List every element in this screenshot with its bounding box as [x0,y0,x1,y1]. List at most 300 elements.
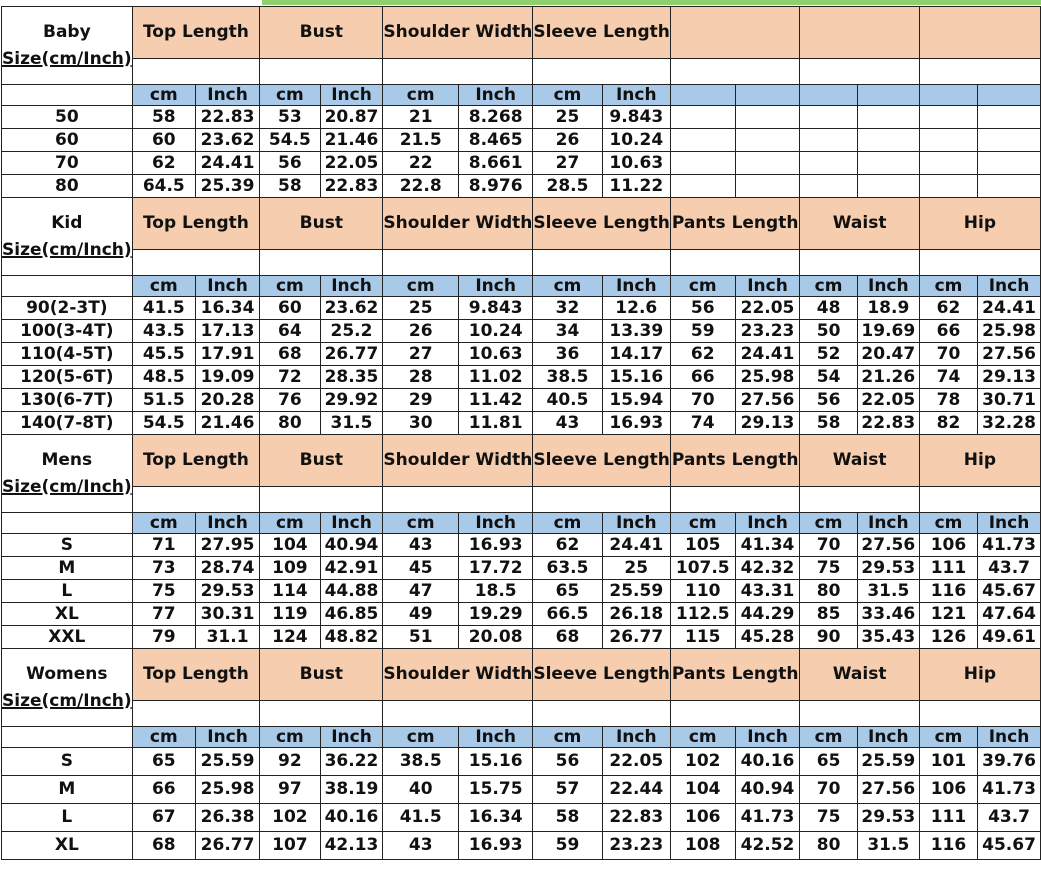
column-header: Pants Length [670,198,799,250]
unit-empty [978,85,1041,106]
cell-cm: 36 [533,343,602,366]
cell-inch: 43.31 [735,580,800,603]
spacer-cell [533,701,671,727]
unit-cm: cm [132,727,195,748]
cell-inch: 11.02 [458,366,532,389]
cell-cm: 66 [132,776,195,804]
unit-inch: Inch [978,727,1041,748]
cell-empty [735,106,800,129]
cell-inch: 29.13 [735,412,800,435]
cell-inch: 41.73 [978,534,1041,557]
cell-inch: 24.41 [735,343,800,366]
cell-inch: 25.59 [857,748,919,776]
cell-cm: 32 [533,297,602,320]
column-header: Sleeve Length [533,7,671,59]
cell-inch: 27.56 [978,343,1041,366]
cell-inch: 10.24 [458,320,532,343]
cell-inch: 22.05 [857,389,919,412]
cell-cm: 29 [383,389,459,412]
spacer-cell [919,701,1040,727]
table-row [2,832,1041,860]
cell-inch: 40.94 [735,776,800,804]
unit-inch: Inch [857,727,919,748]
cell-inch: 29.53 [857,804,919,832]
cell-cm: 106 [919,534,977,557]
table-row [2,389,1041,412]
cell-inch: 24.41 [195,152,259,175]
cell-inch: 44.29 [735,603,800,626]
section-header-row [2,7,1041,59]
cell-inch: 41.34 [735,534,800,557]
cell-cm: 71 [132,534,195,557]
cell-inch: 36.22 [320,748,383,776]
spacer-cell [260,250,383,276]
cell-cm: 97 [260,776,320,804]
cell-cm: 74 [919,366,977,389]
size-label: 50 [2,106,133,129]
cell-inch: 17.13 [195,320,259,343]
cell-cm: 59 [670,320,735,343]
unit-inch: Inch [735,727,800,748]
cell-inch: 26.77 [602,626,670,649]
cell-inch: 16.93 [458,832,532,860]
cell-empty [800,152,857,175]
cell-cm: 74 [670,412,735,435]
cell-inch: 27.56 [735,389,800,412]
unit-cm: cm [132,513,195,534]
cell-inch: 24.41 [602,534,670,557]
spacer-cell [383,701,533,727]
cell-inch: 8.661 [458,152,532,175]
spacer-row [2,250,1041,276]
unit-cm: cm [670,727,735,748]
column-header: Hip [919,649,1040,701]
unit-row [2,513,1041,534]
column-header [670,7,799,59]
cell-inch: 9.843 [458,297,532,320]
cell-cm: 56 [260,152,320,175]
column-header: Hip [919,198,1040,250]
unit-inch: Inch [195,276,259,297]
spacer-cell [919,250,1040,276]
cell-cm: 70 [919,343,977,366]
cell-cm: 77 [132,603,195,626]
cell-cm: 62 [132,152,195,175]
cell-empty [800,129,857,152]
cell-inch: 23.23 [602,832,670,860]
cell-empty [735,152,800,175]
column-header: Sleeve Length [533,435,671,487]
spacer-cell [670,59,799,85]
cell-inch: 30.31 [195,603,259,626]
cell-inch: 22.83 [602,804,670,832]
unit-cm: cm [670,276,735,297]
cell-inch: 18.9 [857,297,919,320]
unit-row [2,276,1041,297]
cell-empty [919,106,977,129]
unit-empty [670,85,735,106]
cell-cm: 80 [260,412,320,435]
cell-inch: 11.81 [458,412,532,435]
cell-cm: 102 [260,804,320,832]
cell-inch: 25.2 [320,320,383,343]
cell-inch: 43.7 [978,804,1041,832]
cell-cm: 47 [383,580,459,603]
spacer-cell [383,59,533,85]
cell-cm: 65 [533,580,602,603]
cell-inch: 48.82 [320,626,383,649]
size-label: XL [2,603,133,626]
cell-inch: 10.24 [602,129,670,152]
size-label: M [2,776,133,804]
cell-cm: 66 [670,366,735,389]
unit-inch: Inch [320,276,383,297]
unit-empty [857,85,919,106]
unit-inch: Inch [602,276,670,297]
cell-inch: 21.26 [857,366,919,389]
cell-cm: 60 [260,297,320,320]
column-header: Pants Length [670,649,799,701]
cell-cm: 21.5 [383,129,459,152]
cell-empty [857,152,919,175]
cell-inch: 29.53 [195,580,259,603]
cell-inch: 25.98 [735,366,800,389]
cell-inch: 23.62 [320,297,383,320]
cell-cm: 56 [533,748,602,776]
cell-cm: 25 [533,106,602,129]
cell-cm: 75 [800,804,857,832]
column-header: Shoulder Width [383,435,533,487]
cell-inch: 18.5 [458,580,532,603]
column-header: Top Length [132,649,260,701]
cell-inch: 26.18 [602,603,670,626]
cell-cm: 45 [383,557,459,580]
table-row [2,626,1041,649]
cell-cm: 82 [919,412,977,435]
cell-inch: 43.7 [978,557,1041,580]
cell-empty [800,106,857,129]
cell-inch: 21.46 [320,129,383,152]
cell-cm: 70 [800,776,857,804]
cell-inch: 31.5 [320,412,383,435]
cell-cm: 58 [800,412,857,435]
section-unit-label: Size(cm/Inch) [2,239,132,260]
cell-inch: 20.28 [195,389,259,412]
unit-cm: cm [383,727,459,748]
spacer-cell [533,487,671,513]
column-header [800,7,919,59]
cell-cm: 30 [383,412,459,435]
cell-inch: 35.43 [857,626,919,649]
cell-inch: 24.41 [978,297,1041,320]
cell-cm: 48.5 [132,366,195,389]
cell-cm: 104 [670,776,735,804]
cell-cm: 58 [533,804,602,832]
spacer-cell [670,250,799,276]
unit-inch: Inch [602,85,670,106]
cell-cm: 111 [919,804,977,832]
cell-cm: 68 [132,832,195,860]
cell-inch: 12.6 [602,297,670,320]
cell-empty [919,129,977,152]
cell-cm: 28 [383,366,459,389]
unit-cm: cm [132,276,195,297]
spacer-cell [670,487,799,513]
cell-cm: 51.5 [132,389,195,412]
cell-inch: 39.76 [978,748,1041,776]
cell-inch: 27.56 [857,776,919,804]
column-header: Shoulder Width [383,649,533,701]
size-label: 130(6-7T) [2,389,133,412]
cell-inch: 33.46 [857,603,919,626]
cell-inch: 15.75 [458,776,532,804]
cell-cm: 27 [383,343,459,366]
cell-cm: 75 [800,557,857,580]
cell-cm: 58 [132,106,195,129]
cell-inch: 42.32 [735,557,800,580]
table-row [2,748,1041,776]
column-header: Waist [800,198,919,250]
cell-empty [857,129,919,152]
section-unit-label: Size(cm/Inch) [2,48,132,69]
size-label: 90(2-3T) [2,297,133,320]
cell-cm: 109 [260,557,320,580]
size-chart-table [1,6,1041,860]
unit-inch: Inch [602,513,670,534]
cell-cm: 26 [383,320,459,343]
spacer-cell [132,701,260,727]
cell-cm: 63.5 [533,557,602,580]
cell-cm: 116 [919,580,977,603]
spacer-cell [260,59,383,85]
cell-cm: 25 [383,297,459,320]
cell-cm: 40 [383,776,459,804]
cell-empty [670,175,735,198]
unit-empty [919,85,977,106]
cell-empty [978,175,1041,198]
cell-inch: 25.98 [978,320,1041,343]
spacer-cell [383,487,533,513]
unit-cm: cm [533,513,602,534]
cell-empty [857,106,919,129]
unit-cm: cm [800,513,857,534]
cell-empty [670,152,735,175]
cell-inch: 26.77 [320,343,383,366]
unit-inch: Inch [458,727,532,748]
cell-cm: 101 [919,748,977,776]
cell-cm: 107.5 [670,557,735,580]
table-row [2,106,1041,129]
spacer-row [2,701,1041,727]
unit-row [2,85,1041,106]
size-label: S [2,748,133,776]
cell-inch: 22.83 [195,106,259,129]
section-header-row [2,649,1041,701]
cell-cm: 54 [800,366,857,389]
size-chart-body [2,7,1041,860]
cell-inch: 42.13 [320,832,383,860]
cell-inch: 25 [602,557,670,580]
cell-inch: 19.69 [857,320,919,343]
cell-cm: 59 [533,832,602,860]
spacer-cell [800,59,919,85]
section-title: Mens [41,449,93,470]
cell-inch: 11.22 [602,175,670,198]
cell-inch: 25.59 [195,748,259,776]
unit-row-blank [2,513,133,534]
cell-cm: 51 [383,626,459,649]
cell-inch: 22.05 [602,748,670,776]
cell-inch: 20.87 [320,106,383,129]
section-unit-label: Size(cm/Inch) [2,690,132,711]
cell-cm: 54.5 [260,129,320,152]
spacer-cell [670,701,799,727]
cell-inch: 16.93 [602,412,670,435]
cell-inch: 29.53 [857,557,919,580]
unit-inch: Inch [458,85,532,106]
unit-cm: cm [919,727,977,748]
cell-inch: 16.34 [458,804,532,832]
cell-inch: 16.34 [195,297,259,320]
cell-inch: 31.5 [857,832,919,860]
cell-inch: 8.268 [458,106,532,129]
cell-cm: 116 [919,832,977,860]
cell-inch: 26.38 [195,804,259,832]
section-title: Baby [42,21,91,42]
cell-inch: 16.93 [458,534,532,557]
cell-empty [670,129,735,152]
cell-inch: 44.88 [320,580,383,603]
cell-cm: 106 [670,804,735,832]
cell-cm: 66 [919,320,977,343]
cell-cm: 68 [260,343,320,366]
section-label [2,435,133,513]
cell-cm: 67 [132,804,195,832]
table-row [2,557,1041,580]
unit-cm: cm [533,276,602,297]
size-label: 60 [2,129,133,152]
cell-cm: 22 [383,152,459,175]
table-row [2,580,1041,603]
table-row [2,412,1041,435]
section-label [2,7,133,85]
size-label: 140(7-8T) [2,412,133,435]
spacer-cell [800,250,919,276]
cell-cm: 76 [260,389,320,412]
unit-inch: Inch [195,513,259,534]
section-header-row [2,198,1041,250]
cell-cm: 43 [383,534,459,557]
cell-inch: 30.71 [978,389,1041,412]
unit-inch: Inch [458,276,532,297]
cell-cm: 126 [919,626,977,649]
cell-inch: 22.05 [320,152,383,175]
cell-cm: 65 [132,748,195,776]
cell-cm: 48 [800,297,857,320]
cell-empty [670,106,735,129]
unit-cm: cm [800,276,857,297]
column-header: Waist [800,435,919,487]
cell-inch: 42.91 [320,557,383,580]
size-label: L [2,804,133,832]
unit-cm: cm [260,727,320,748]
cell-cm: 56 [800,389,857,412]
table-row [2,320,1041,343]
cell-cm: 75 [132,580,195,603]
cell-inch: 47.64 [978,603,1041,626]
cell-inch: 45.28 [735,626,800,649]
table-row [2,804,1041,832]
cell-cm: 114 [260,580,320,603]
cell-cm: 111 [919,557,977,580]
table-row [2,152,1041,175]
spacer-cell [800,487,919,513]
unit-inch: Inch [195,85,259,106]
unit-inch: Inch [602,727,670,748]
unit-inch: Inch [978,513,1041,534]
cell-inch: 22.83 [857,412,919,435]
cell-inch: 29.92 [320,389,383,412]
cell-cm: 60 [132,129,195,152]
cell-cm: 79 [132,626,195,649]
unit-inch: Inch [978,276,1041,297]
size-label: 110(4-5T) [2,343,133,366]
cell-inch: 9.843 [602,106,670,129]
section-label [2,649,133,727]
cell-cm: 62 [670,343,735,366]
cell-inch: 15.16 [602,366,670,389]
cell-inch: 10.63 [458,343,532,366]
cell-empty [978,129,1041,152]
spacer-cell [800,701,919,727]
cell-cm: 80 [800,832,857,860]
cell-inch: 42.52 [735,832,800,860]
table-row [2,534,1041,557]
cell-cm: 43.5 [132,320,195,343]
table-row [2,603,1041,626]
cell-cm: 107 [260,832,320,860]
column-header: Shoulder Width [383,7,533,59]
unit-row-blank [2,276,133,297]
size-label: S [2,534,133,557]
cell-inch: 27.56 [857,534,919,557]
cell-inch: 19.09 [195,366,259,389]
cell-inch: 40.16 [320,804,383,832]
column-header: Pants Length [670,435,799,487]
cell-cm: 102 [670,748,735,776]
cell-inch: 46.85 [320,603,383,626]
cell-inch: 17.91 [195,343,259,366]
size-label: 80 [2,175,133,198]
cell-cm: 50 [800,320,857,343]
table-row [2,129,1041,152]
column-header: Sleeve Length [533,649,671,701]
cell-cm: 41.5 [132,297,195,320]
unit-inch: Inch [735,513,800,534]
cell-cm: 64 [260,320,320,343]
cell-cm: 41.5 [383,804,459,832]
size-label: XXL [2,626,133,649]
cell-inch: 27.95 [195,534,259,557]
cell-cm: 108 [670,832,735,860]
cell-cm: 105 [670,534,735,557]
spacer-cell [919,487,1040,513]
column-header [919,7,1040,59]
size-label: L [2,580,133,603]
cell-empty [800,175,857,198]
spacer-cell [132,487,260,513]
spacer-row [2,487,1041,513]
